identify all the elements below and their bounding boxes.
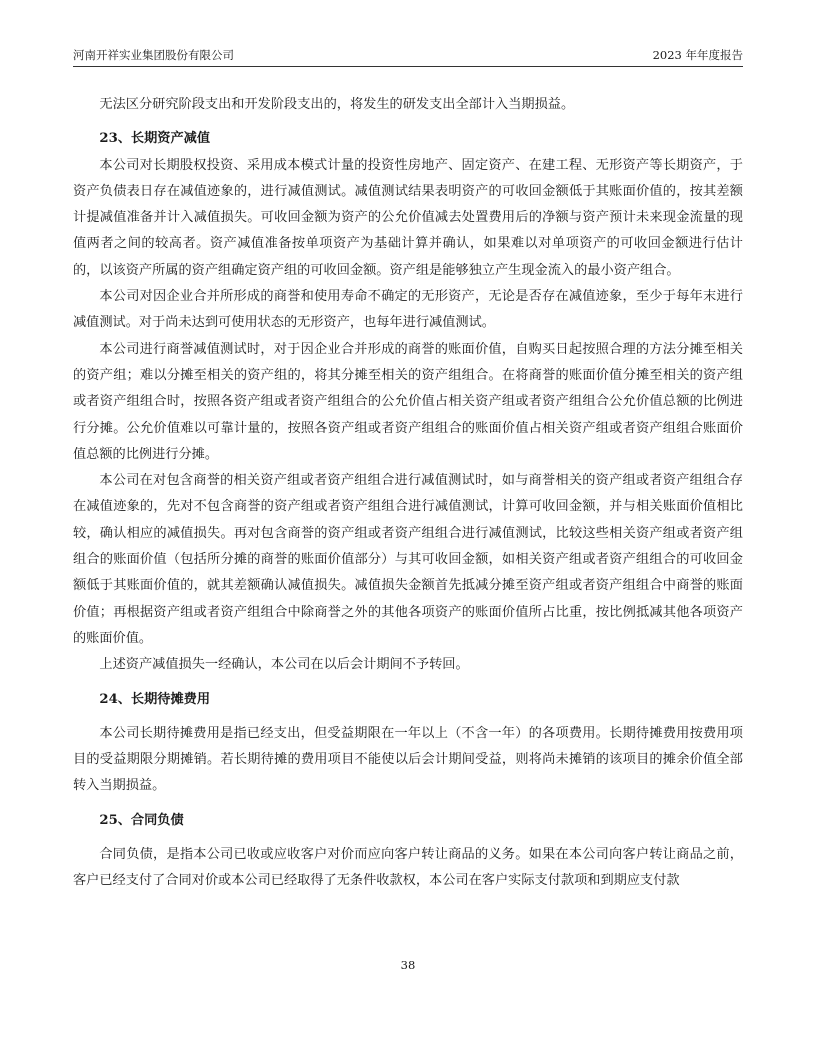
section-24-paragraph: 本公司长期待摊费用是指已经支出，但受益期限在一年以上（不含一年）的各项费用。长期待摊费用按费用项目的受益期限分期摊销。若长期待摊的费用项目不能使以后会计期间受益，则将尚未摊销的该项目的摊余价值全部转入当期损益。	[73, 725, 743, 794]
section-23-paragraph: 本公司在对包含商誉的相关资产组或者资产组组合进行减值测试时，如与商誉相关的资产组或者资产组组合存在减值迹象的，先对不包含商誉的资产组或者资产组组合进行减值测试，计算可收回金额，并与相关账面价值相比较，确认相应的减值损失。再对包含商誉的资产组或者资产组组合进行减值测试，比较这些相关资产组或者资产组组合的账面价值（包括所分摊的商誉的账面价值部分）与其可收回金额，如相关资产组或者资产组组合的可收回金额低于其账面价值的，就其差额确认减值损失。减值损失金额首先抵减分摊至资产组或者资产组组合中商誉的账面价值；再根据资产组或者资产组组合中除商誉之外的其他各项资产的账面价值所占比重，按比例抵减其他各项资产的账面价值。	[73, 473, 743, 646]
section-heading-25: 25、合同负债	[99, 812, 184, 828]
page-number: 38	[400, 958, 416, 972]
header-report-title: 2023 年年度报告	[652, 48, 743, 62]
section-23-paragraph: 上述资产减值损失一经确认，本公司在以后会计期间不予转回。	[99, 657, 469, 673]
section-heading-23: 23、长期资产减值	[99, 131, 211, 147]
section-23-paragraph: 本公司进行商誉减值测试时，对于因企业合并形成的商誉的账面价值，自购买日起按照合理的方法分摊至相关的资产组；难以分摊至相关的资产组的，将其分摊至相关的资产组组合。在将商誉的账面价值分摊至相关的资产组或者资产组组合时，按照各资产组或者资产组组合的公允价值占相关资产组或者资产组组合公允价值总额的比例进行分摊。公允价值难以可靠计量的，按照各资产组或者资产组组合的账面价值占相关资产组或者资产组组合账面价值总额的比例进行分摊。	[73, 341, 743, 462]
document-body	[73, 92, 743, 895]
section-25-paragraph: 合同负债，是指本公司已收或应收客户对价而应向客户转让商品的义务。如果在本公司向客户转让商品之前，客户已经支付了合同对价或本公司已经取得了无条件收款权，本公司在客户实际支付款项和到期应支付款	[73, 847, 743, 889]
section-23-paragraph: 本公司对长期股权投资、采用成本模式计量的投资性房地产、固定资产、在建工程、无形资产等长期资产，于资产负债表日存在减值迹象的，进行减值测试。减值测试结果表明资产的可收回金额低于其账面价值的，按其差额计提减值准备并计入减值损失。可收回金额为资产的公允价值减去处置费用后的净额与资产预计未来现金流量的现值两者之间的较高者。资产减值准备按单项资产为基础计算并确认，如果难以对单项资产的可收回金额进行估计的，以该资产所属的资产组确定资产组的可收回金额。资产组是能够独立产生现金流入的最小资产组合。	[73, 157, 743, 278]
intro-paragraph: 无法区分研究阶段支出和开发阶段支出的，将发生的研发支出全部计入当期损益。	[99, 97, 575, 112]
section-23-paragraph: 本公司对因企业合并所形成的商誉和使用寿命不确定的无形资产，无论是否存在减值迹象，至少于每年末进行减值测试。对于尚未达到可使用状态的无形资产，也每年进行减值测试。	[73, 289, 743, 331]
section-heading-24: 24、长期待摊费用	[99, 691, 211, 707]
page-header	[73, 46, 743, 67]
header-company-name: 河南开祥实业集团股份有限公司	[73, 48, 234, 62]
